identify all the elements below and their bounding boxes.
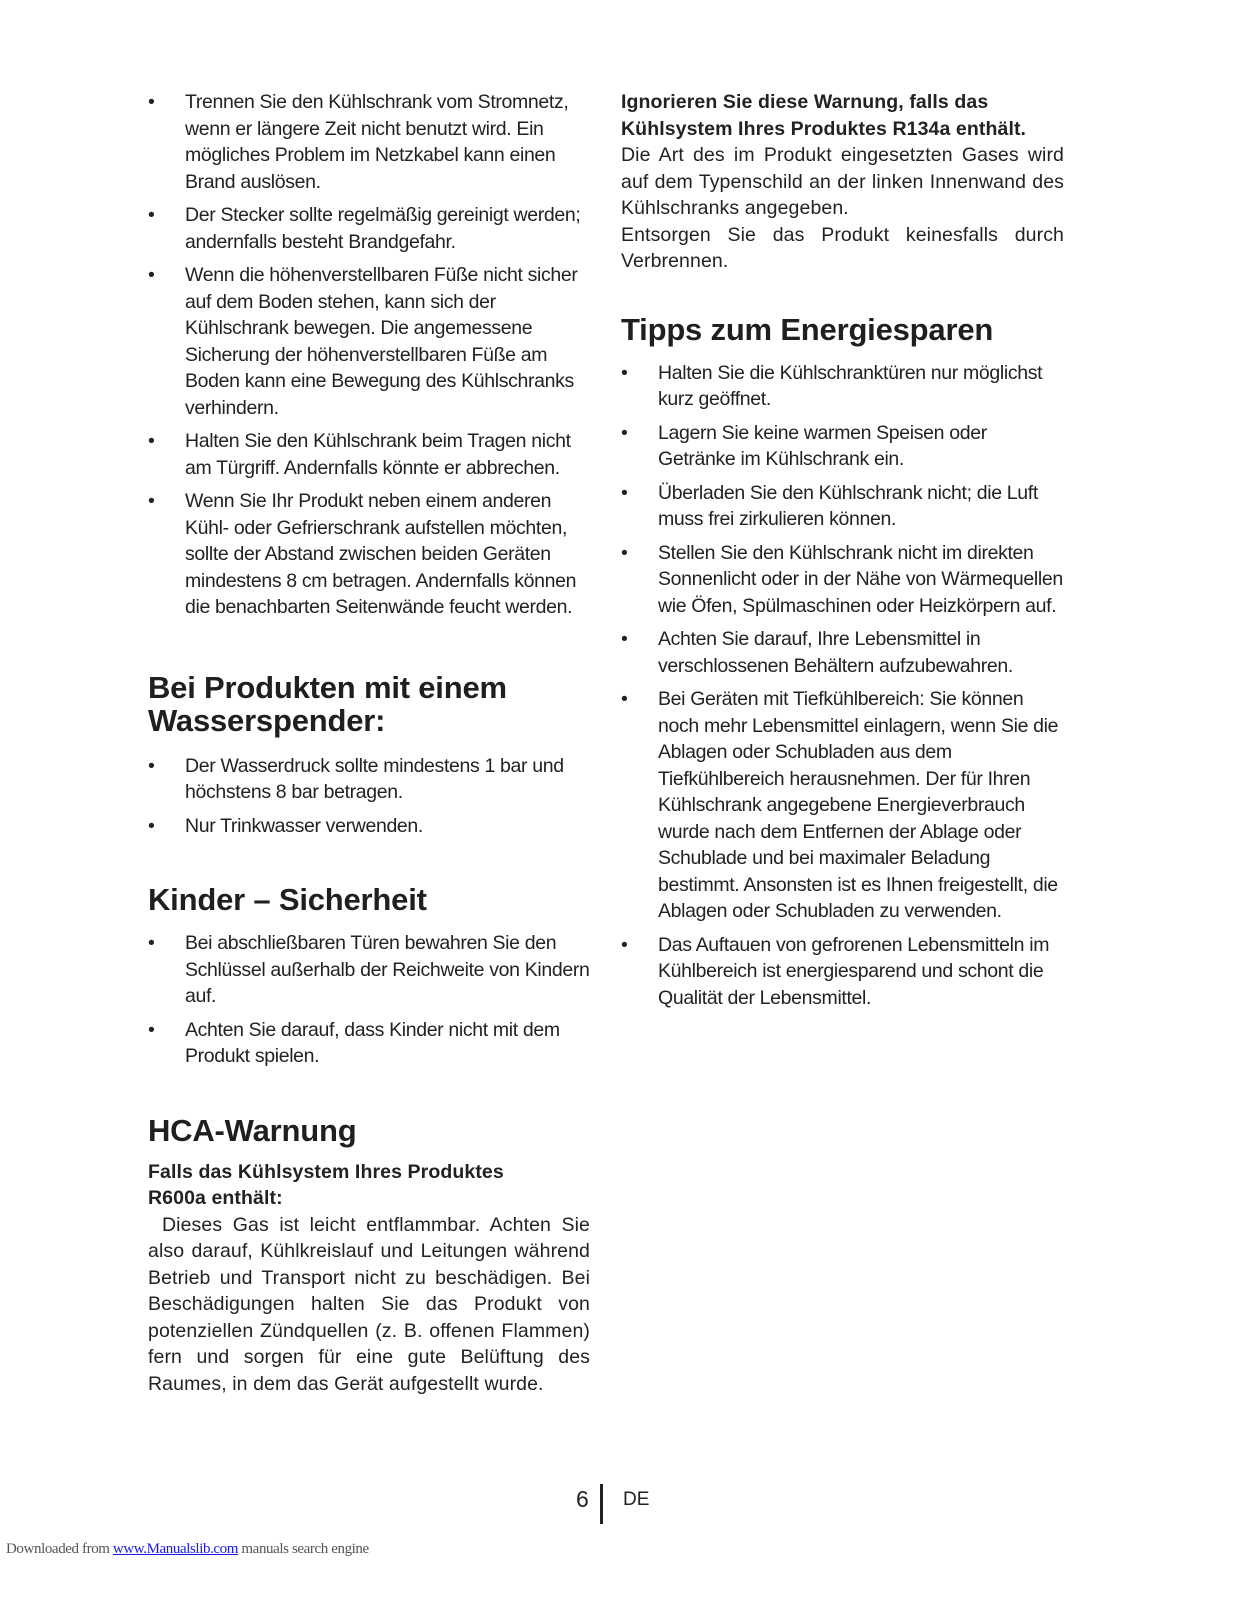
list-item: • Überladen Sie den Kühlschrank nicht; die Luft muss frei zirkulieren können. — [621, 481, 1038, 530]
page-number: 6 — [576, 1486, 589, 1512]
list-item: • Der Stecker sollte regelmäßig gereinigt werden; andernfalls besteht Brandgefahr. — [148, 204, 581, 253]
list-item: • Der Wasserdruck sollte mindestens 1 bar und höchstens 8 bar betragen. — [148, 754, 564, 803]
bullet-icon: • — [148, 932, 155, 954]
water-dispenser-list — [148, 753, 590, 840]
bullet-icon: • — [621, 361, 628, 384]
right-column — [621, 89, 1064, 1018]
list-item: • Das Auftauen von gefrorenen Lebensmitteln im Kühlbereich ist energiesparend und schont die Qualität der Lebensmittel. — [621, 933, 1050, 1009]
bullet-icon: • — [148, 264, 155, 286]
disposal-text: Entsorgen Sie das Produkt keinesfalls durch Verbrennen. — [621, 223, 1064, 272]
list-item: • Achten Sie darauf, Ihre Lebensmittel in verschlossenen Behältern aufzubewahren. — [621, 628, 1013, 677]
list-item: • Bei Geräten mit Tiefkühlbereich: Sie können noch mehr Lebensmittel einlagern, wenn Sie die Ablagen oder Schubladen aus dem Tiefkühlbereich herausnehmen. Der für Ihren Kühlschrank angegebene Energieverbrauch wurde nach dem Entfernen der Ablage oder Schublade und bei maximaler Beladung bestimmt. Ansonsten ist es Ihnen freigestellt, die Ablagen oder Schubladen zu verwenden. — [621, 688, 1059, 922]
bullet-icon: • — [148, 814, 155, 837]
list-item: • Bei abschließbaren Türen bewahren Sie den Schlüssel außerhalb der Reichweite von Kindern auf. — [148, 932, 590, 1007]
bullet-icon: • — [621, 688, 628, 710]
bullet-icon: • — [621, 628, 628, 650]
bullet-icon: • — [148, 91, 155, 113]
manualslib-link[interactable]: www.Manualslib.com — [112, 1541, 239, 1557]
list-item: • Halten Sie die Kühlschranktüren nur möglichst kurz geöffnet. — [621, 361, 1043, 410]
language-code: DE — [623, 1489, 650, 1510]
bullet-icon: • — [621, 933, 628, 956]
list-item: • Nur Trinkwasser verwenden. — [148, 813, 590, 840]
download-notice: Downloaded from www.Manualslib.com manuals search engine — [6, 1541, 369, 1557]
bullet-icon: • — [148, 204, 155, 226]
r134a-warning-heading: Ignorieren Sie diese Warnung, falls das Kühlsystem Ihres Produktes R134a enthält. — [621, 91, 1027, 140]
child-safety-heading: Kinder – Sicherheit — [148, 882, 427, 917]
gas-type-text: Die Art des im Produkt eingesetzten Gases wird auf dem Typenschild an der linken Innenwand des Kühlschranks angegeben. — [621, 144, 1064, 219]
hca-body-text: Dieses Gas ist leicht entflammbar. Achten Sie also darauf, Kühlkreislauf und Leitungen während Betrieb und Transport nicht zu beschädigen. Bei Beschädigungen halten Sie das Produkt von potenziellen Zündquellen (z. B. offenen Flammen) fern und sorgen für eine gute Belüftung des Raumes, in dem das Gerät aufgestellt wurde. — [148, 1213, 590, 1395]
child-safety-list — [148, 930, 590, 1070]
list-item: • Trennen Sie den Kühlschrank vom Stromnetz, wenn er längere Zeit nicht benutzt wird. Ein mögliches Problem im Netzkabel kann einen Brand auslösen. — [148, 91, 569, 193]
list-item: • Stellen Sie den Kühlschrank nicht im direkten Sonnenlicht oder in der Nähe von Wärmequellen wie Öfen, Spülmaschinen oder Heizkörpern auf. — [621, 541, 1063, 617]
bullet-icon: • — [621, 481, 628, 504]
bullet-icon: • — [148, 754, 155, 777]
list-item: • Wenn Sie Ihr Produkt neben einem anderen Kühl- oder Gefrierschrank aufstellen möchten, sollte der Abstand zwischen beiden Geräten mindestens 8 cm betragen. Andernfalls können die benachbarten Seitenwände feucht werden. — [148, 490, 577, 618]
bullet-icon: • — [621, 421, 628, 444]
footer-divider — [600, 1484, 603, 1524]
bullet-icon: • — [148, 490, 155, 512]
list-item: • Wenn die höhenverstellbaren Füße nicht sicher auf dem Boden stehen, kann sich der Kühlschrank bewegen. Die angemessene Sicherung der höhenverstellbaren Füße am Boden kann eine Bewegung des Kühlschranks verhindern. — [148, 264, 578, 419]
list-item: • Lagern Sie keine warmen Speisen oder Getränke im Kühlschrank ein. — [621, 421, 987, 470]
energy-saving-list — [621, 360, 1064, 1012]
safety-bullet-list — [148, 89, 590, 621]
energy-saving-heading: Tipps zum Energiesparen — [621, 311, 994, 347]
hca-warning-heading: HCA-Warnung — [148, 1112, 357, 1148]
water-dispenser-heading: Bei Produkten mit einem Wasserspender: — [148, 669, 507, 738]
bullet-icon: • — [148, 430, 155, 452]
left-column — [148, 89, 590, 1397]
list-item: • Achten Sie darauf, dass Kinder nicht mit dem Produkt spielen. — [148, 1018, 560, 1067]
bullet-icon: • — [148, 1018, 155, 1041]
bullet-icon: • — [621, 541, 628, 564]
hca-subheading: Falls das Kühlsystem Ihres Produktes R600a enthält: — [148, 1160, 504, 1209]
list-item: • Halten Sie den Kühlschrank beim Tragen nicht am Türgriff. Andernfalls könnte er abbrechen. — [148, 430, 571, 479]
